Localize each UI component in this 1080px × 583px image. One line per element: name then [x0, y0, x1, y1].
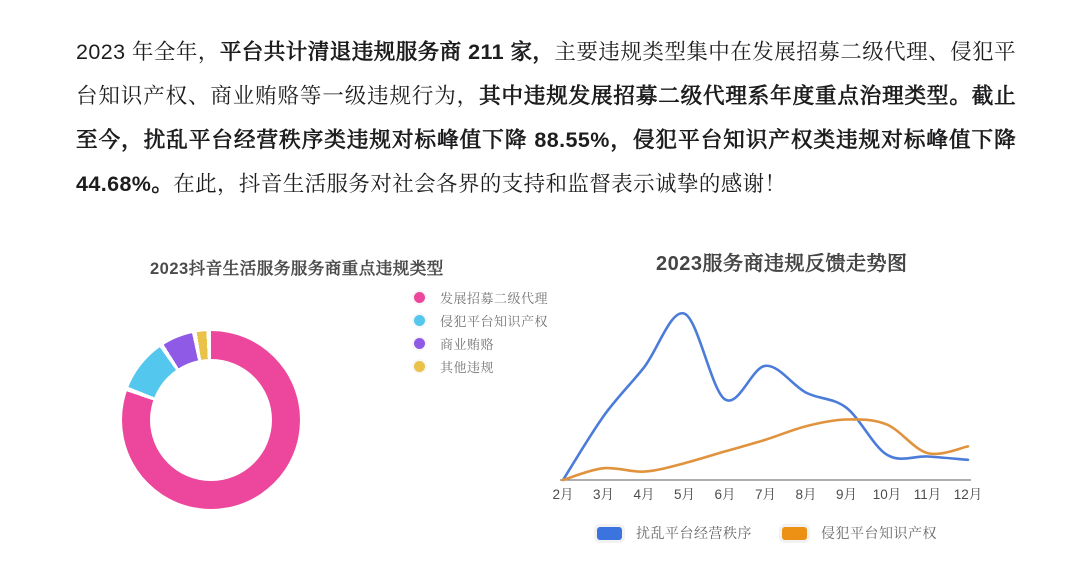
line-series	[563, 419, 968, 480]
line-legend-label: 扰乱平台经营秩序	[636, 525, 752, 541]
x-axis-tick-label: 3月	[592, 487, 615, 502]
pie-legend-label: 发展招募二级代理	[440, 291, 549, 306]
intro-segment: 其中违规发展招募二级代理系年度重点治理类型。截止至今，扰乱平台经营秩序类违规对标峰值下降 88.55%，侵犯平台知识产权类违规对标峰值下降 44.68%。	[76, 84, 1017, 196]
pie-legend-label: 商业贿赂	[440, 337, 495, 352]
donut-chart	[122, 331, 300, 509]
line-series	[563, 313, 968, 480]
pie-legend	[414, 286, 548, 378]
line-legend-item	[782, 523, 937, 543]
x-axis-tick-label: 7月	[754, 487, 777, 502]
line-legend-label: 侵犯平台知识产权	[821, 525, 937, 541]
pie-legend-label: 侵犯平台知识产权	[440, 314, 549, 329]
x-axis-tick-label: 4月	[633, 487, 655, 502]
x-axis-tick-label: 12月	[953, 487, 983, 502]
pie-legend-item	[414, 286, 548, 309]
pie-legend-label: 其他违规	[440, 360, 495, 375]
intro-segment: 在此，抖音生活服务对社会各界的支持和监督表示诚挚的感谢！	[173, 172, 787, 196]
x-axis-tick-label: 11月	[913, 487, 942, 502]
intro-segment: 主要违规类型集中在发展招募二级代理、侵犯平台知识产权、商业贿赂等一级违规行为，	[76, 40, 1016, 108]
x-axis-tick-label: 5月	[673, 487, 696, 502]
intro-paragraph	[76, 30, 1016, 206]
legend-dot-icon	[414, 315, 425, 326]
line-chart-legend	[552, 523, 982, 543]
legend-dot-icon	[414, 338, 425, 349]
legend-swatch-icon	[597, 527, 622, 540]
x-axis-tick-label: 9月	[835, 487, 858, 502]
donut-hole	[150, 359, 272, 481]
intro-segment: 平台共计清退违规服务商 211 家，	[219, 40, 555, 64]
pie-legend-item	[414, 309, 548, 332]
legend-dot-icon	[414, 292, 425, 303]
x-axis-tick-label: 2月	[552, 487, 574, 502]
x-axis-tick-label: 6月	[714, 487, 736, 502]
x-axis-tick-label: 8月	[795, 487, 817, 502]
legend-dot-icon	[414, 361, 425, 372]
legend-swatch-icon	[782, 527, 807, 540]
intro-segment: 2023 年全年，	[76, 40, 220, 64]
line-chart-title: 2023服务商违规反馈走势图	[656, 253, 908, 275]
line-legend-item	[597, 523, 752, 543]
x-axis-tick-label: 10月	[872, 487, 902, 502]
pie-legend-item	[414, 332, 548, 355]
pie-chart-title: 2023抖音生活服务服务商重点违规类型	[150, 260, 444, 278]
pie-legend-item	[414, 355, 548, 378]
line-chart-canvas	[552, 293, 982, 505]
